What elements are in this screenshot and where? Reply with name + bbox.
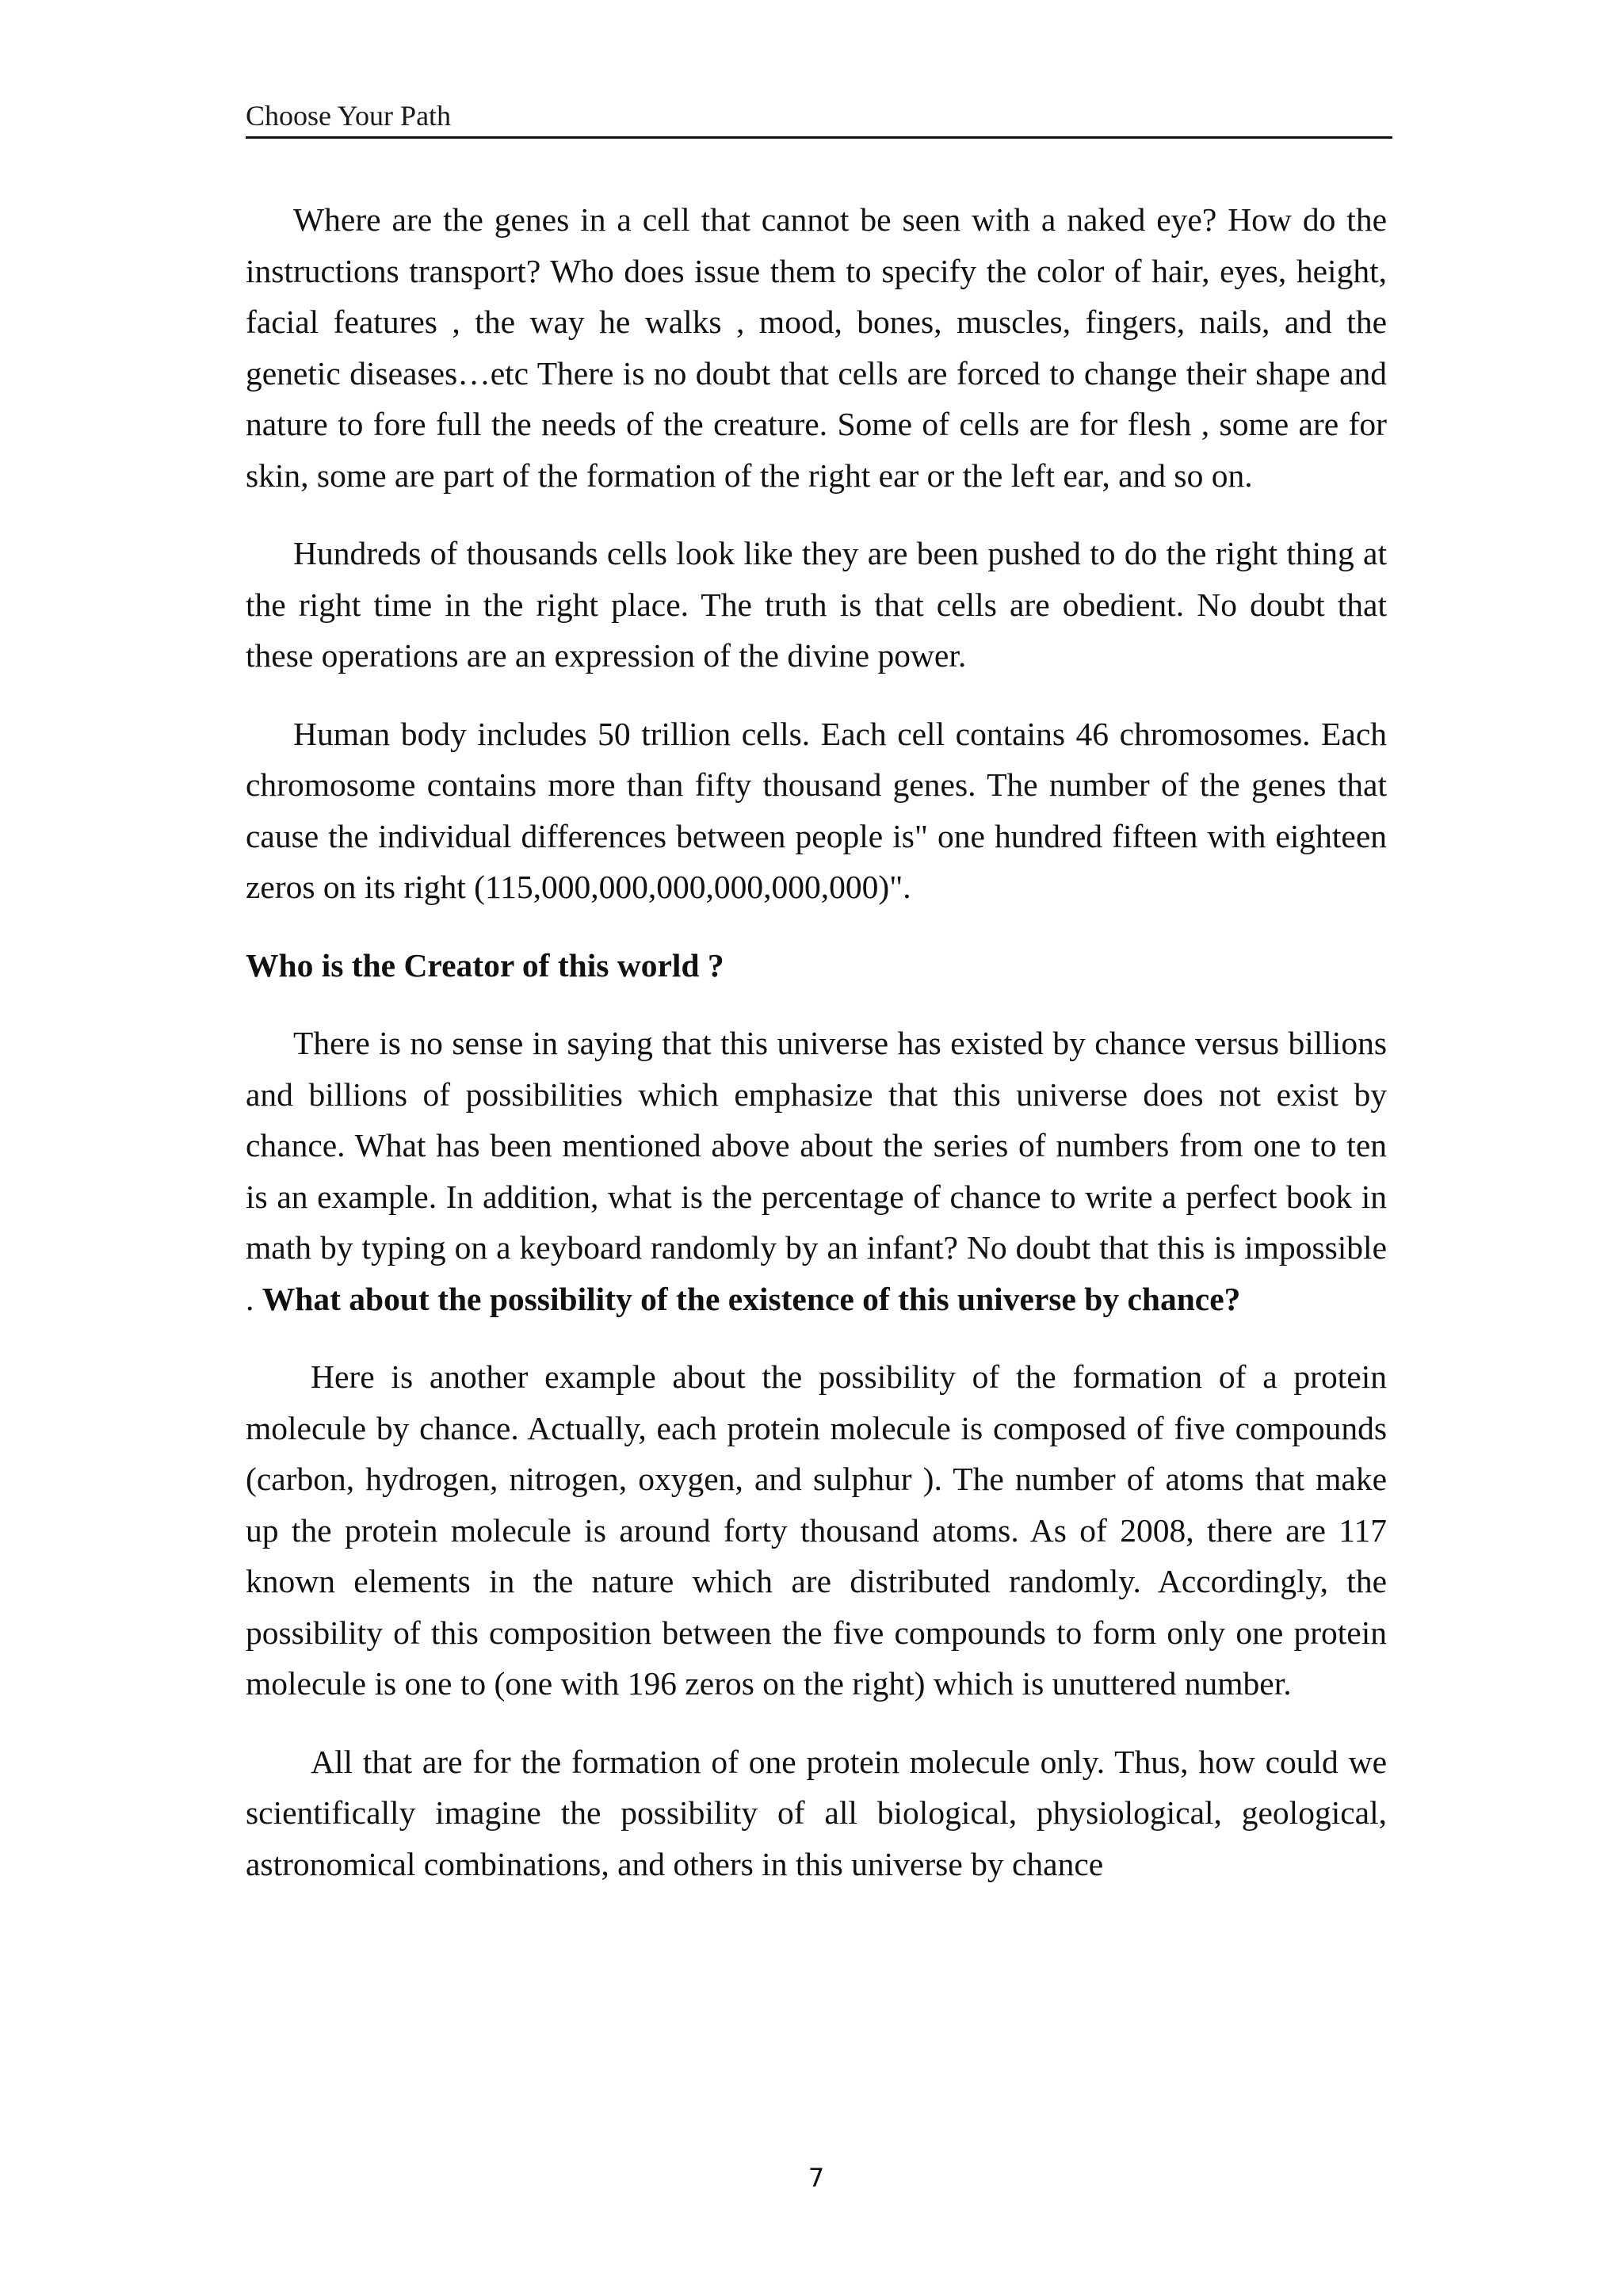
paragraph-chance-bold: What about the possibility of the existence of this universe by chance?	[262, 1280, 1241, 1317]
paragraph-protein: Here is another example about the possibility of the formation of a protein molecule by chance. Actually, each protein molecule is composed of five compounds (carbon, hydrogen, nitrogen, oxygen, and sulphur ). The number of atoms that make up the protein molecule is around forty thousand atoms. As of 2008, there are 117 known elements in the nature which are distributed randomly. Accordingly, the possibility of this composition between the five compounds to form only one protein molecule is one to (one with 196 zeros on the right) which is unuttered number.	[246, 1358, 1387, 1702]
body-text	[246, 194, 1387, 1916]
running-header: Choose Your Path	[246, 100, 452, 132]
paragraph-chance-text: There is no sense in saying that this universe has existed by chance versus billions and billions of possibilities which emphasize that this universe does not exist by chance. What has been mentioned above about the series of numbers from one to ten is an example. In addition, what is the percentage of chance to write a perfect book in math by typing on a keyboard randomly by an infant? No doubt that this is impossible .	[246, 1025, 1387, 1317]
paragraph-chromosomes: Human body includes 50 trillion cells. Each cell contains 46 chromosomes. Each chromosome contains more than fifty thousand genes. The number of the genes that cause the individual differences between people is" one hundred fifteen with eighteen zeros on its right (115,000,000,000,000,000,000)".	[246, 715, 1387, 905]
paragraph-chance	[246, 1018, 1387, 1324]
section-heading: Who is the Creator of this world ?	[246, 946, 724, 984]
page-number: 7	[808, 2163, 825, 2193]
paragraph-genes: Where are the genes in a cell that cannot be seen with a naked eye? How do the instructions transport? Who does issue them to specify the color of hair, eyes, height, facial features , the way he walks , mood, bones, muscles, fingers, nails, and the genetic diseases…etc There is no doubt that cells are forced to change their shape and nature to fore full the needs of the creature. Some of cells are for flesh , some are for skin, some are part of the formation of the right ear or the left ear, and so on.	[246, 201, 1387, 494]
header-divider	[246, 136, 1392, 139]
paragraph-cells-obedient: Hundreds of thousands cells look like they are been pushed to do the right thing at the right time in the right place. The truth is that cells are obedient. No doubt that these operations are an expression of the divine power.	[246, 535, 1387, 674]
paragraph-combinations: All that are for the formation of one protein molecule only. Thus, how could we scientifically imagine the possibility of all biological, physiological, geological, astronomical combinations, and others in this universe by chance	[246, 1743, 1387, 1882]
